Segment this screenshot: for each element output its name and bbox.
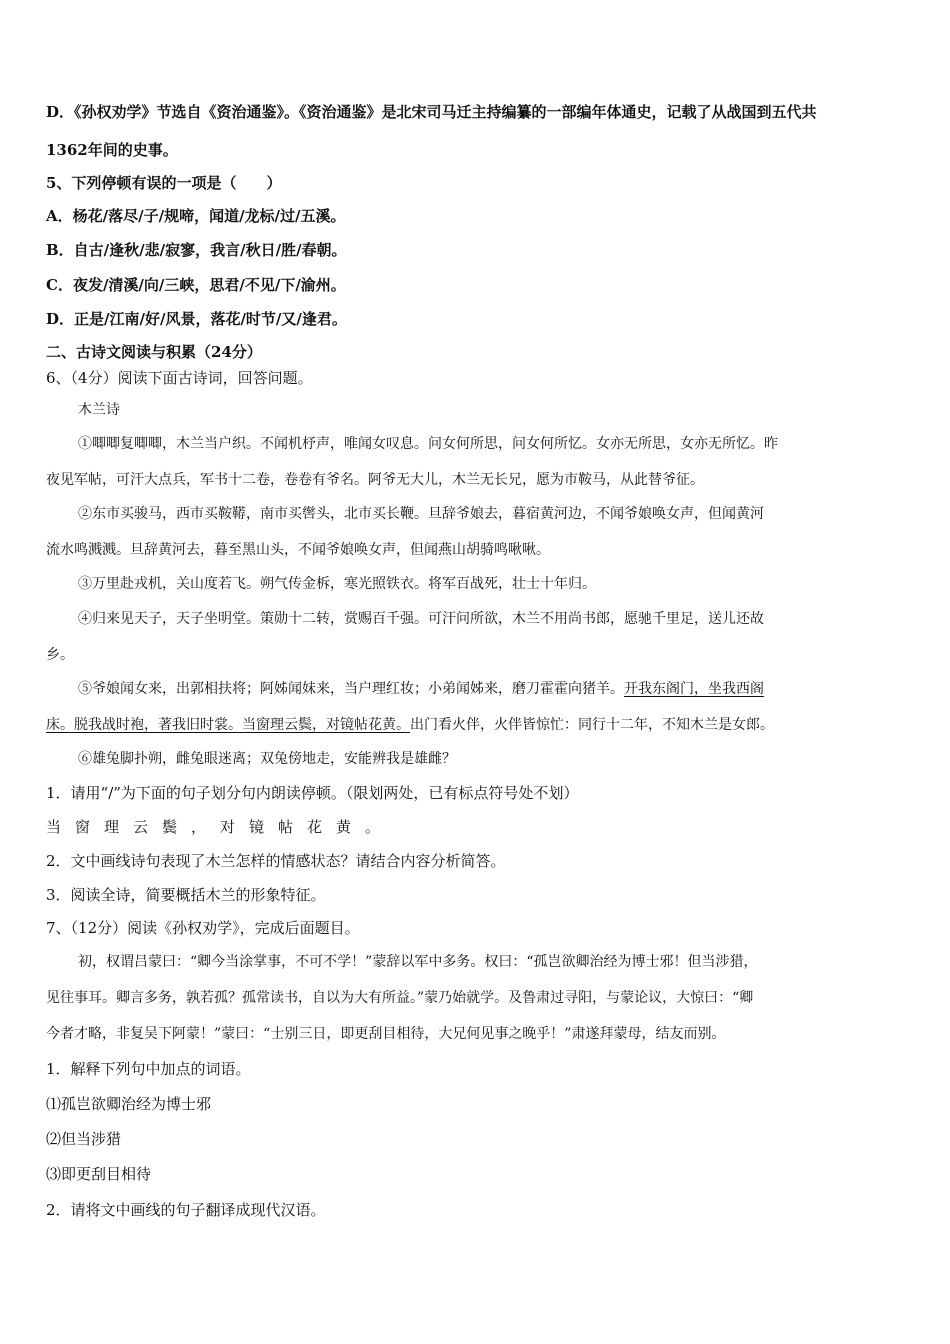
question-5-option-d: D．正是/江南/好/风景，落花/时节/又/逢君。 [46, 310, 347, 328]
poem-paragraph-1-line-1: ①唧唧复唧唧，木兰当户织。不闻机杼声，唯闻女叹息。问女何所思，问女何所忆。女亦无所思，女亦无所忆。昨 [78, 436, 778, 452]
question-6-sub-2: 2．文中画线诗句表现了木兰怎样的情感状态？请结合内容分析简答。 [46, 852, 506, 870]
section-heading: 二、古诗文阅读与积累（24分） [46, 343, 262, 361]
question-5-stem: 5、下列停顿有误的一项是（ ） [46, 174, 282, 192]
question-6-stem: 6、（4分）阅读下面古诗词，回答问题。 [46, 369, 313, 387]
poem-paragraph-1-line-2: 夜见军帖，可汗大点兵，军书十二卷，卷卷有爷名。阿爷无大儿，木兰无长兄，愿为市鞍马，从此替爷征。 [46, 472, 704, 488]
underlined-verse-part-2: 床。脱我战时袍，著我旧时裳。当窗理云鬓，对镜帖花黄。 [46, 717, 410, 733]
poem-paragraph-4-line-2: 乡。 [46, 647, 74, 663]
question-6-sub-1-sentence: 当窗理云鬓，对镜帖花黄。 [46, 818, 395, 836]
poem-paragraph-2-line-2: 流水鸣溅溅。旦辞黄河去，暮至黑山头，不闻爷娘唤女声，但闻燕山胡骑鸣啾啾。 [46, 542, 550, 558]
poem-paragraph-5-line-1 [78, 678, 764, 700]
poem-paragraph-4-line-1: ④归来见天子，天子坐明堂。策勋十二转，赏赐百千强。可汗问所欲，木兰不用尚书郎，愿驰千里足，送儿还故 [78, 611, 764, 627]
question-7-stem: 7、（12分）阅读《孙权劝学》，完成后面题目。 [46, 919, 360, 937]
question-7-item-2: ⑵但当涉猎 [46, 1130, 122, 1148]
question-5-option-b: B．自古/逢秋/悲/寂寥，我言/秋日/胜/春朝。 [46, 241, 347, 259]
poem-paragraph-5-plain-part: ⑤爷娘闻女来，出郭相扶将；阿姊闻妹来，当户理红妆；小弟闻姊来，磨刀霍霍向猪羊。 [78, 681, 624, 697]
question-7-item-3: ⑶即更刮目相待 [46, 1165, 152, 1183]
passage-line-3: 今者才略，非复吴下阿蒙！”蒙曰：“士别三日，即更刮目相待，大兄何见事之晚乎！”肃遂拜蒙母，结友而别。 [46, 1026, 726, 1042]
poem-paragraph-5-rest: 出门看火伴，火伴皆惊忙：同行十二年，不知木兰是女郎。 [410, 717, 774, 733]
question-7-sub-2: 2．请将文中画线的句子翻译成现代汉语。 [46, 1201, 326, 1219]
question-7-sub-1: 1．解释下列句中加点的词语。 [46, 1060, 251, 1078]
underlined-verse-part-1: 开我东阁门，坐我西阁 [624, 681, 764, 697]
question-7-item-1: ⑴孤岂欲卿治经为博士邪 [46, 1095, 212, 1113]
poem-paragraph-6: ⑥雄兔脚扑朔，雌兔眼迷离；双兔傍地走，安能辨我是雄雌？ [78, 751, 456, 767]
passage-line-1: 初，权谓吕蒙曰：“卿今当涂掌事，不可不学！”蒙辞以军中多务。权曰：“孤岂欲卿治经为博士邪！但当涉猎， [78, 954, 758, 970]
poem-title: 木兰诗 [78, 402, 120, 418]
poem-paragraph-3: ③万里赴戎机，关山度若飞。朔气传金柝，寒光照铁衣。将军百战死，壮士十年归。 [78, 576, 596, 592]
question-5-option-c: C．夜发/清溪/向/三峡，思君/不见/下/渝州。 [46, 276, 346, 294]
question-6-sub-3: 3．阅读全诗，简要概括木兰的形象特征。 [46, 886, 326, 904]
passage-line-2: 见往事耳。卿言多务，孰若孤？孤常读书，自以为大有所益。”蒙乃始就学。及鲁肃过寻阳，与蒙论议，大惊曰：“卿 [46, 990, 754, 1006]
question-5-option-a: A．杨花/落尽/子/规啼，闻道/龙标/过/五溪。 [46, 207, 346, 225]
option-d-line-2: 1362年间的史事。 [46, 141, 178, 159]
option-d-line-1: D．《孙权劝学》节选自《资治通鉴》。《资治通鉴》是北宋司马迁主持编纂的一部编年体通史，记载了从战国到五代共 [46, 103, 817, 121]
question-6-sub-1: 1．请用“/”为下面的句子划分句内朗读停顿。（限划两处，已有标点符号处不划） [46, 784, 579, 802]
poem-paragraph-5-line-2 [46, 714, 774, 736]
poem-paragraph-2-line-1: ②东市买骏马，西市买鞍鞯，南市买辔头，北市买长鞭。旦辞爷娘去，暮宿黄河边，不闻爷娘唤女声，但闻黄河 [78, 506, 764, 522]
